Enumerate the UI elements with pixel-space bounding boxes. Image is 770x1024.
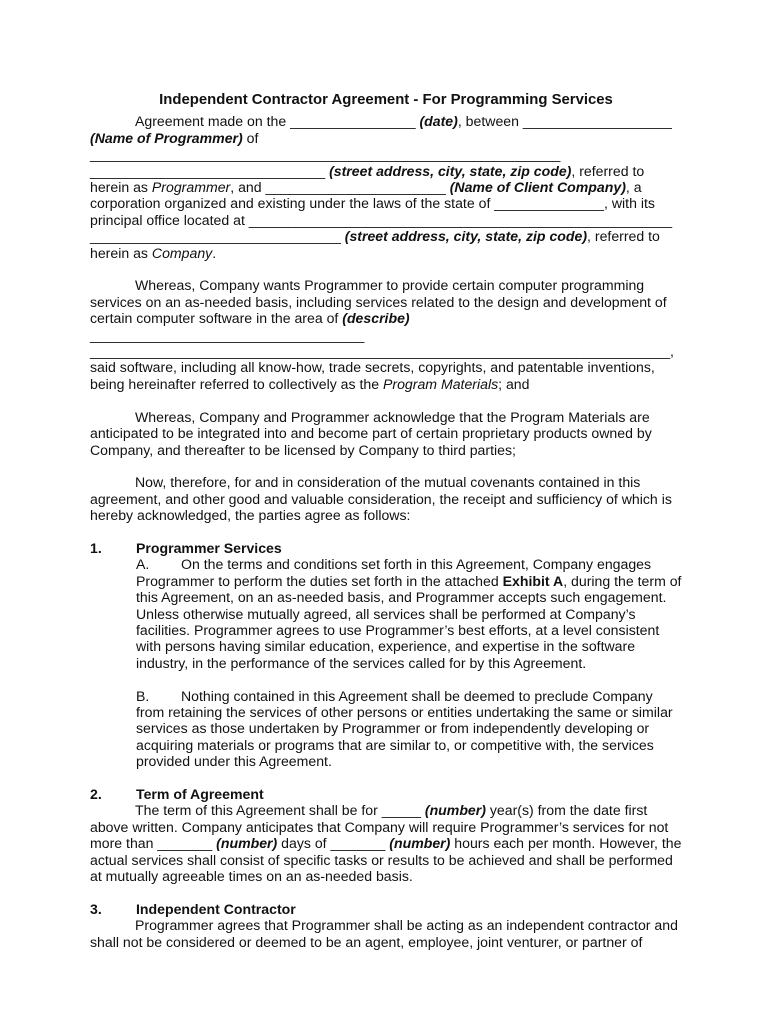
whereas-paragraph-2: Whereas, Company and Programmer acknowledge that the Program Materials are anticipated to be integrated into and become part of certain proprietary products owned by Company, and thereafter to be licensed by Company to third parties; — [90, 408, 652, 458]
intro-of: of ____________________________________________________________ — [90, 129, 561, 163]
address-blank-2: ________________________________ — [90, 228, 345, 245]
herein-as-1: herein as — [90, 179, 152, 196]
days-number-placeholder: (number) — [216, 835, 278, 852]
section-1-number: 1. — [90, 539, 102, 556]
section-3-heading — [90, 901, 682, 917]
date-placeholder: (date) — [419, 113, 458, 130]
intro-line-1: Agreement made on the ________________ — [135, 113, 420, 130]
section-2-number: 2. — [90, 785, 102, 802]
section-3-title: Independent Contractor — [136, 900, 296, 917]
client-company-placeholder: (Name of Client Company) — [449, 179, 626, 196]
now-therefore-paragraph: Now, therefore, for and in consideration of the mutual covenants contained in this agreement, and other good and valuable consideration, the receipt and sufficiency of which is hereby acknowledged, the parties agree as follows: — [90, 474, 672, 524]
intro-paragraph — [90, 113, 682, 129]
describe-placeholder: (describe) — [342, 310, 410, 327]
section-3-text: Programmer agrees that Programmer shall be acting as an independent contractor and shall not be considered or deemed to be an agent, employee, joint venturer, or partner of — [90, 917, 678, 950]
describe-blank-line: __________________________________________________________________________, — [90, 343, 674, 360]
intro-line-6: principal office located at ______________________________________________________ — [90, 211, 673, 228]
section-1-a: A. On the terms and conditions set forth in this Agreement, Company engages Programmer to perform the duties set forth in the attached Exhibit A, during the term of this Agreement, on an as-needed basis, and Programmer accepts such engagement. Unless otherwise mutually agreed, all services shall be performed at Company’s facilities. Programmer agrees to use Programmer’s best efforts, at a level consistent with persons having similar education, experience, and expertise in the software industry, in the performance of the services called for by this Agreement. — [136, 556, 682, 671]
intro-line-5: corporation organized and existing under the laws of the state of ______________, with its — [90, 195, 655, 212]
section-1-heading — [90, 540, 682, 556]
program-materials-term: Program Materials — [383, 375, 499, 392]
intro-line-2 — [90, 130, 682, 163]
section-1-a-label: A. — [136, 556, 150, 573]
exhibit-a-reference: Exhibit A — [502, 572, 564, 589]
referred-to-1: , referred to — [571, 162, 645, 179]
document-title: Independent Contractor Agreement - For Programming Services — [159, 92, 613, 108]
section-1-title: Programmer Services — [136, 539, 282, 556]
programmer-term: Programmer — [151, 179, 231, 196]
referred-to-2: , referred to — [587, 228, 660, 245]
company-term: Company — [151, 244, 213, 261]
intro-line-7 — [90, 228, 682, 244]
whereas-paragraph-1: Whereas, Company wants Programmer to provide certain computer programming services on an as-needed basis, including services related to the design and development of certain computer software in the area of (describe) ___________________________________ — [90, 277, 667, 343]
hours-number-placeholder: (number) — [389, 835, 451, 852]
intro-line-3 — [90, 163, 682, 179]
years-number-placeholder: (number) — [424, 802, 486, 819]
section-2-title: Term of Agreement — [136, 785, 264, 802]
programmer-name-placeholder: (Name of Programmer) — [90, 129, 243, 146]
document-page — [90, 92, 682, 950]
address-blank-1: ______________________________ — [90, 162, 330, 179]
section-1-b: B. Nothing contained in this Agreement shall be deemed to preclude Company from retaining the services of other persons or entities undertaking the same or similar services as those undertaken by Programmer or from independently developing or acquiring materials or programs that are similar to, or competitive with, the services provided under this Agreement. — [136, 687, 673, 770]
herein-as-2: herein as — [90, 244, 152, 261]
company-address-placeholder: (street address, city, state, zip code) — [344, 228, 588, 245]
intro-a: , a — [625, 179, 642, 196]
describe-blank: ___________________________________ — [90, 326, 365, 343]
intro-line-4 — [90, 179, 682, 195]
section-2-heading — [90, 786, 682, 802]
intro-period: . — [212, 244, 217, 261]
section-1-b-label: B. — [136, 687, 150, 704]
intro-between: , between ___________________ — [457, 113, 672, 130]
whereas-paragraph-1-end: said software, including all know-how, trade secrets, copyrights, and patentable inventions, being hereinafter referred to collectively as the Program Materials; and — [90, 359, 655, 392]
and-blank: , and _______________________ — [230, 179, 450, 196]
intro-line-8 — [90, 245, 682, 261]
programmer-address-placeholder: (street address, city, state, zip code) — [329, 162, 572, 179]
section-2-text: The term of this Agreement shall be for _____ (number) year(s) from the date first above written. Company anticipates that Company will require Programmer’s services for not more than _______ (number) days of _______ (number) hours each per month. However, the actual services shall consist of specific tasks or results to be achieved and shall be performed at mutually agreeable times on an as-needed basis. — [90, 802, 682, 884]
section-3-number: 3. — [90, 900, 102, 917]
